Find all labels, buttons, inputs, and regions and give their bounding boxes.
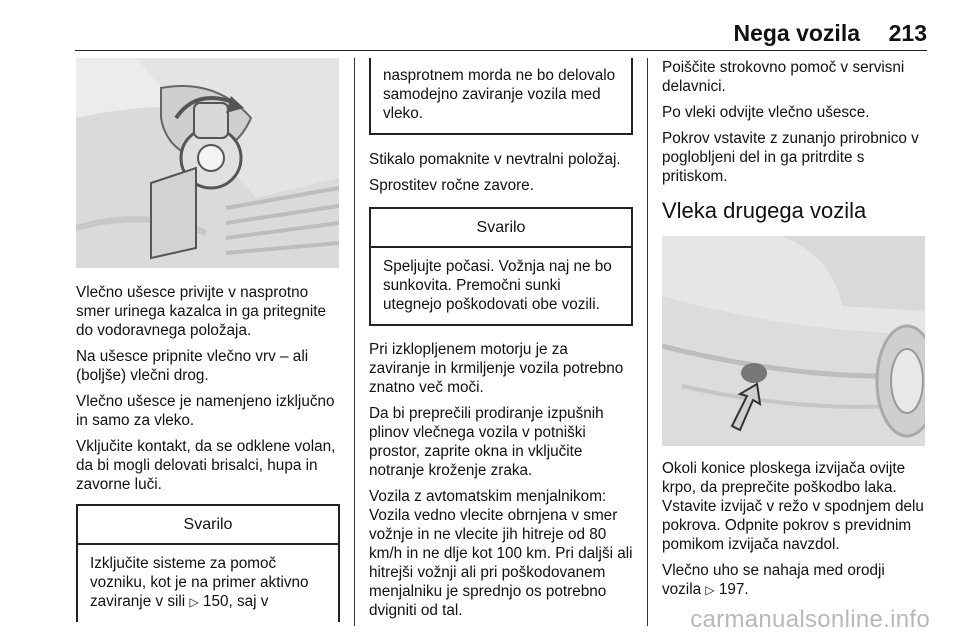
paragraph: Vlečno ušesce privijte v nasprotno smer urinega kazalca in ga pritegnite do vodoravnega položaja. xyxy=(76,284,326,339)
paragraph: Pokrov vstavite z zunanjo prirobnico v poglobljeni del in ga pritrdite s pritiskom. xyxy=(662,130,919,185)
warning-text: Speljujte počasi. Vožnja naj ne bo sunkovita. Premočni sunki utegnejo poškodovati obe vozili. xyxy=(383,258,612,313)
warning-title: Svarilo xyxy=(371,209,631,248)
warning-box xyxy=(369,207,633,326)
paragraph: Vključite kontakt, da se odklene volan, da bi mogli delovati brisalci, hupa in zavorne luči. xyxy=(76,438,336,493)
warning-text: nasprotnem morda ne bo delovalo samodejno zaviranje vozila med vleko. xyxy=(383,67,616,122)
rear-bumper-illustration xyxy=(662,236,925,446)
paragraph: Poiščite strokovno pomoč v servisni delavnici. xyxy=(662,59,905,95)
column-divider xyxy=(647,58,648,626)
page-number: 213 xyxy=(888,20,927,46)
page-reference[interactable]: 150 xyxy=(202,593,229,610)
warning-box-continued xyxy=(369,58,633,135)
page-header xyxy=(0,0,960,50)
column-divider xyxy=(354,58,355,626)
rear-bumper-figure xyxy=(662,236,925,446)
page-ref-arrow-icon: ▷ xyxy=(705,583,715,597)
paragraph: Sprostitev ročne zavore. xyxy=(369,177,534,194)
column-2 xyxy=(369,58,633,627)
towing-eye-illustration xyxy=(76,58,339,268)
page-reference[interactable]: 197 xyxy=(718,581,745,598)
warning-box xyxy=(76,504,340,622)
paragraph: Vlečno uho se nahaja med orodji vozila ▷ 197. xyxy=(662,562,885,598)
section-title: Vleka drugega vozila xyxy=(662,198,867,223)
paragraph: Stikalo pomaknite v nevtralni položaj. xyxy=(369,151,621,168)
column-1 xyxy=(76,58,340,622)
paragraph: Pri izklopljenem motorju je za zaviranje in krmiljenje vozila potrebno znatno več moči. xyxy=(369,341,624,396)
warning-text: Izključite sisteme za pomoč vozniku, kot je na primer aktivno zaviranje v sili ▷ 150, saj v xyxy=(90,555,309,610)
chapter-title: Nega vozila xyxy=(733,20,860,46)
paragraph: Okoli konice ploskega izvijača ovijte krpo, da preprečite poškodbo laka. Vstavite izvijač v režo v spodnjem delu pokrova. Odpnite pokrov s previdnim pomikom izvijača navzdol. xyxy=(662,460,924,553)
page-ref-arrow-icon: ▷ xyxy=(189,595,199,609)
watermark: carmanualsonline.info xyxy=(690,606,930,633)
paragraph: Vlečno ušesce je namenjeno izključno in samo za vleko. xyxy=(76,393,335,429)
paragraph: Da bi preprečili prodiranje izpušnih plinov vlečnega vozila v potniški prostor, zaprite okna in vključite notranje kroženje zraka. xyxy=(369,405,604,479)
towing-eye-figure xyxy=(76,58,339,268)
paragraph: Na ušesce pripnite vlečno vrv – ali (boljše) vlečni drog. xyxy=(76,348,309,384)
column-3 xyxy=(662,58,926,607)
header-rule xyxy=(75,50,927,51)
paragraph: Po vleki odvijte vlečno ušesce. xyxy=(662,104,870,121)
warning-title: Svarilo xyxy=(78,506,338,545)
paragraph: Vozila z avtomatskim menjalnikom: Vozila vedno vlecite obrnjena v smer vožnje in ne vlecite jih hitreje od 80 km/h in ne dlje kot 100 km. Pri daljši ali hitrejši vožnji ali pri poškodovanem menjalniku je sprednjo os potrebno dvigniti od tal. xyxy=(369,488,633,619)
